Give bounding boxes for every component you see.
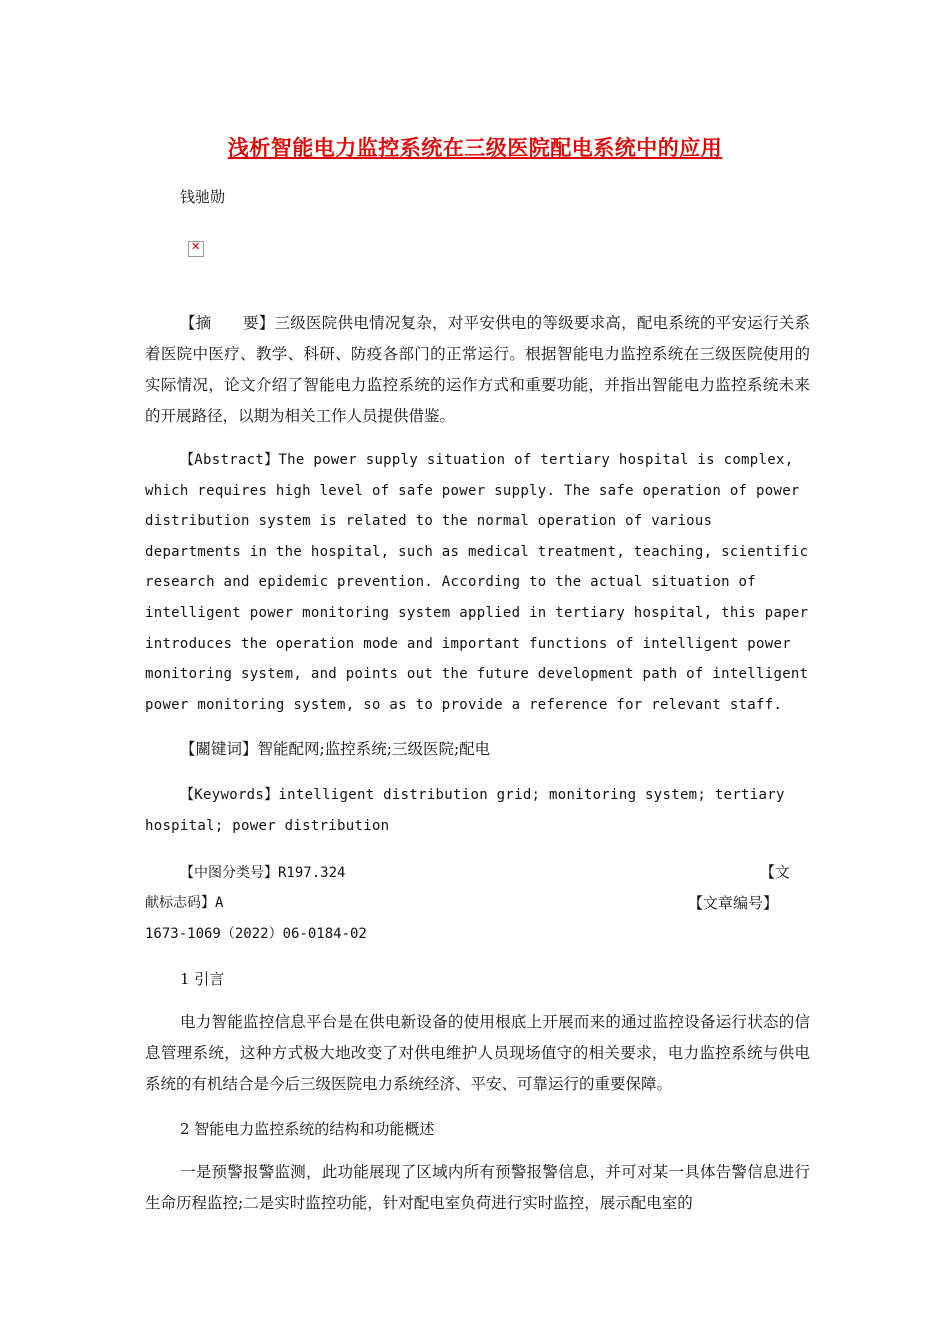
abstract-chinese: 【摘 要】三级医院供电情况复杂，对平安供电的等级要求高，配电系统的平安运行关系着医院中医疗、教学、科研、防疫各部门的正常运行。根据智能电力监控系统在三级医院使用的实际情况，论文介绍了智能电力监控系统的运作方式和重要功能，并指出智能电力监控系统未来的开展路径，以期为相关工作人员提供借鉴。 xyxy=(145,314,810,425)
section2-heading: 2 智能电力监控系统的结构和功能概述 xyxy=(180,1120,435,1138)
broken-image-icon xyxy=(188,241,204,257)
abstract-english: 【Abstract】The power supply situation of tertiary hospital is complex, which requires high level of safe power supply. The safe operation of power distribution system is related to the normal operation of various departments in the hospital, such as medical treatment, teaching, scientific research and epidemic prevention. According to the actual situation of intelligent power monitoring system applied in tertiary hospital, this paper introduces the operation mode and important functions of intelligent power monitoring system, and points out the future development path of intelligent power monitoring system, so as to provide a reference for relevant staff. xyxy=(145,452,809,713)
document-title[interactable]: 浅析智能电力监控系统在三级医院配电系统中的应用 xyxy=(227,136,723,160)
section1-heading: 1 引言 xyxy=(180,970,225,988)
section2-paragraph: 一是预警报警监测，此功能展现了区域内所有预警报警信息，并可对某一具体告警信息进行生命历程监控;二是实时监控功能，针对配电室负荷进行实时监控，展示配电室的 xyxy=(145,1163,810,1212)
keywords-english: 【Keywords】intelligent distribution grid; monitoring system; tertiary hospital; power distribution xyxy=(145,787,785,834)
article-number: 1673-1069（2022）06-0184-02 xyxy=(145,926,367,942)
doc-code-label-part2: 献标志码】A xyxy=(145,895,224,911)
author-name: 钱驰勋 xyxy=(180,188,226,206)
keywords-chinese: 【關键词】智能配网;监控系统;三级医院;配电 xyxy=(180,740,491,758)
clc-number: 【中图分类号】R197.324 xyxy=(180,865,346,881)
section1-paragraph: 电力智能监控信息平台是在供电新设备的使用根底上开展而来的通过监控设备运行状态的信息管理系统，这种方式极大地改变了对供电维护人员现场值守的相关要求，电力监控系统与供电系统的有机结合是今后三级医院电力系统经济、平安、可靠运行的重要保障。 xyxy=(145,1013,810,1093)
doc-code-label-part1: 【文 xyxy=(760,863,791,881)
article-number-label: 【文章编号】 xyxy=(688,894,779,912)
